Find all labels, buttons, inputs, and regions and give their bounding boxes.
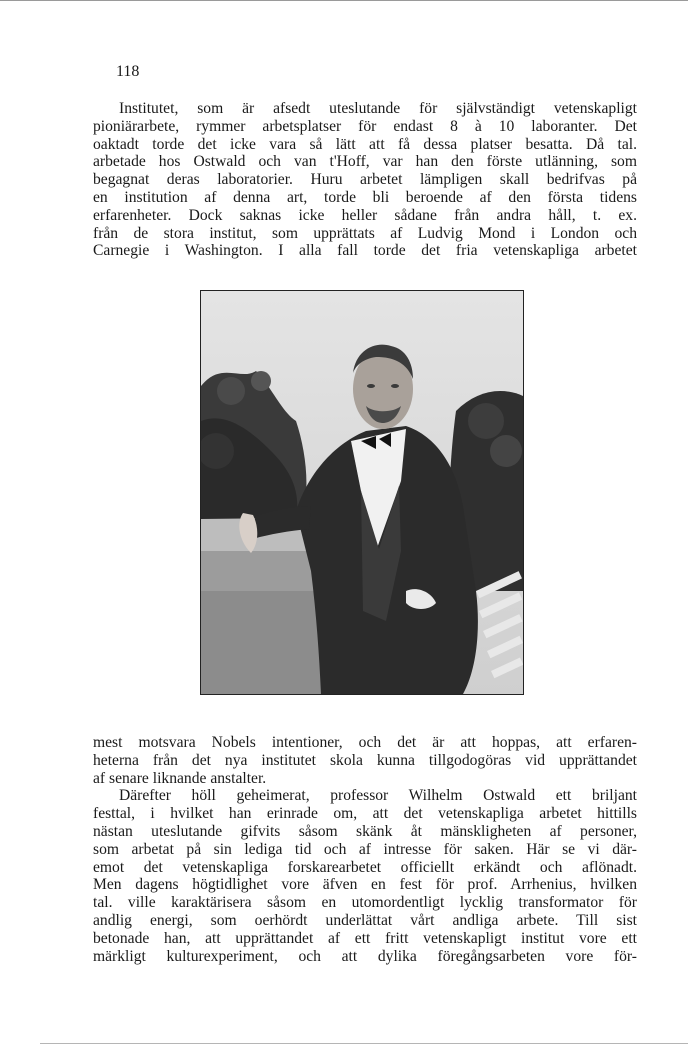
text-block-bottom xyxy=(93,734,637,965)
portrait-illustration xyxy=(201,291,523,694)
text-line: tal. ville karaktärisera såsom en utomordentligt lycklig transformator för xyxy=(93,894,637,912)
text-line: andlig energi, som oerhördt underlättat vårt andliga arbete. Till sist xyxy=(93,911,637,929)
text-line: heterna från det nya institutet skola kunna tillgodogöras vid upprättandet xyxy=(93,751,637,769)
text-line: från de stora institut, som upprättats af Ludvig Mond i London och xyxy=(93,224,637,242)
text-line: oaktadt torde det icke vara så lätt att få dessa platser besatta. Då tal. xyxy=(93,135,637,153)
portrait-photograph xyxy=(200,290,524,695)
text-block-top xyxy=(93,100,637,260)
text-line: Men dagens högtidlighet vore äfven en fest för prof. Arrhenius, hvilken xyxy=(93,876,637,894)
text-line: mest motsvara Nobels intentioner, och det är att hoppas, att erfaren- xyxy=(93,734,637,751)
text-line: nästan uteslutande gifvits såsom skänk åt mänskligheten af personer, xyxy=(93,822,637,840)
text-line: märkligt kulturexperiment, och att dylika föregångsarbeten vore för- xyxy=(93,947,637,965)
page-top-rule xyxy=(0,0,688,1)
text-line: Institutet, som är afsedt uteslutande för självständigt vetenskapligt xyxy=(119,100,637,117)
text-line: festtal, i hvilket han erinrade om, att det vetenskapliga arbetet hittills xyxy=(93,805,637,823)
text-line: begagnat deras laboratorier. Huru arbetet lämpligen skall bedrifvas på xyxy=(93,171,637,189)
text-line: erfarenheter. Dock saknas icke heller sådane från andra håll, t. ex. xyxy=(93,206,637,224)
text-line: en institution af denna art, torde bli beroende af den första tidens xyxy=(93,188,637,206)
text-line: betonade han, att upprättandet af ett fritt vetenskapligt institut vore ett xyxy=(93,929,637,947)
page-bottom-rule xyxy=(40,1043,688,1044)
text-line: pioniärarbete, rymmer arbetsplatser för endast 8 à 10 laboranter. Det xyxy=(93,117,637,135)
text-line: emot det vetenskapliga forskarearbetet officiellt erkändt och aflönadt. xyxy=(93,858,637,876)
text-line: som arbetat på sin lediga tid och af intresse för saken. Här se vi där- xyxy=(93,840,637,858)
text-line: Därefter höll geheimerat, professor Wilhelm Ostwald ett briljant xyxy=(119,787,637,805)
page-number: 118 xyxy=(116,63,140,80)
text-line: af senare liknande anstalter. xyxy=(93,769,267,787)
text-line: Carnegie i Washington. I alla fall torde det fria vetenskapliga arbetet xyxy=(93,242,637,260)
text-line: arbetade hos Ostwald och van t'Hoff, var han den förste utlänning, som xyxy=(93,153,637,171)
